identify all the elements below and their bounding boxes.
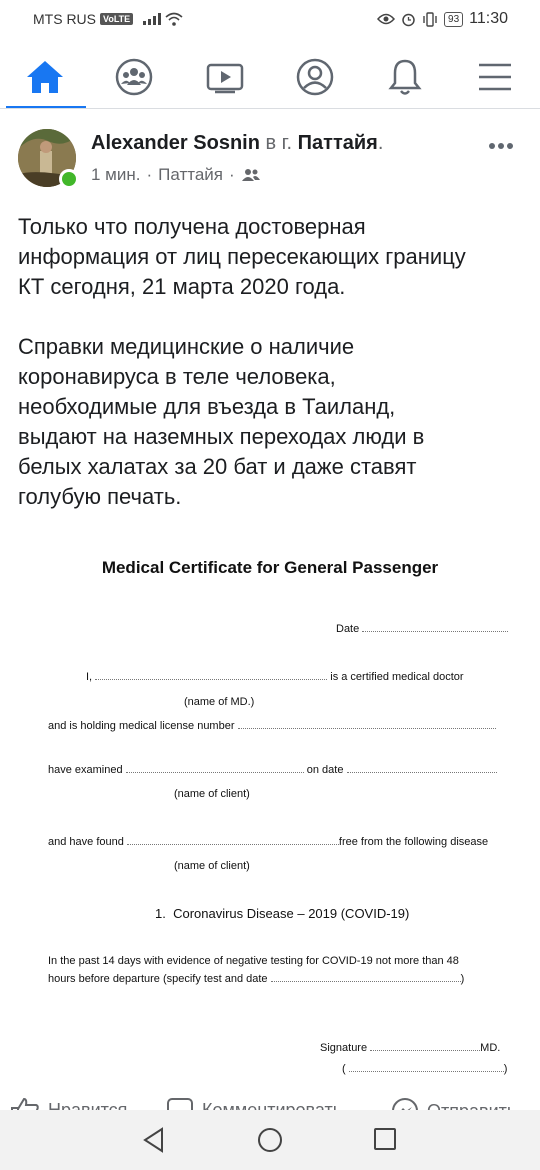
cert-paren-open: ( xyxy=(342,1063,346,1075)
meta-dot: · xyxy=(229,165,235,184)
cert-name-client-1: (name of client) xyxy=(174,788,250,800)
nav-profile[interactable] xyxy=(292,54,338,100)
back-icon xyxy=(142,1127,166,1153)
cert-i-line xyxy=(86,670,464,683)
certificate-image[interactable] xyxy=(0,540,540,1080)
nav-menu[interactable] xyxy=(472,54,518,100)
certificate-title: Medical Certificate for General Passenger xyxy=(101,558,439,577)
post-text xyxy=(18,212,528,542)
status-right xyxy=(377,10,508,28)
location-prefix: в г. xyxy=(265,132,293,154)
cert-on-date-text: on date xyxy=(306,764,344,776)
post-meta xyxy=(91,165,261,185)
nav-watch[interactable] xyxy=(202,54,248,100)
cert-past-line-1: In the past 14 days with evidence of negative testing for COVID-19 not more than 48 xyxy=(48,955,459,967)
cert-license-text: and is holding medical license number xyxy=(48,720,235,732)
cert-dotted-field xyxy=(271,972,461,982)
more-dots-icon xyxy=(488,142,514,150)
location-link[interactable]: Паттайя xyxy=(297,132,378,154)
friends-audience-icon xyxy=(241,168,261,182)
post-paragraph-1: Только что получена достоверная информация от лиц пересекающих границу КТ сегодня, 21 марта 2020 года. xyxy=(18,214,466,299)
cert-paren-close: ) xyxy=(503,1063,508,1075)
online-status-dot xyxy=(59,169,79,189)
cert-item-number: 1. xyxy=(155,906,166,921)
cert-past-text: hours before departure (specify test and date xyxy=(48,973,268,985)
home-icon xyxy=(25,59,65,95)
top-nav xyxy=(0,44,540,108)
status-left xyxy=(33,11,183,27)
cert-date-label: Date xyxy=(336,623,360,635)
android-recents-button[interactable] xyxy=(373,1127,397,1156)
post-place[interactable]: Паттайя xyxy=(158,165,223,184)
cert-past-line-2 xyxy=(48,972,464,985)
cert-paren-line xyxy=(342,1062,507,1075)
cert-examined-line xyxy=(48,763,497,776)
cert-dotted-field xyxy=(362,622,508,632)
nav-notifications[interactable] xyxy=(382,54,428,100)
cert-dotted-field xyxy=(349,1062,504,1072)
cert-signature-text: Signature xyxy=(320,1042,368,1054)
cert-dotted-field xyxy=(238,719,496,729)
cert-license-line xyxy=(48,719,496,732)
clock: 11:30 xyxy=(469,10,508,27)
nav-groups[interactable] xyxy=(111,54,157,100)
post-paragraph-2: Справки медицинские о наличие коронавируса в теле человека, необходимые для въезда в Таиланд, выдают на наземных переходах люди в белых халатах за 20 бат и даже ставят голубую печать. xyxy=(18,334,425,509)
android-home-button[interactable] xyxy=(257,1127,283,1158)
cert-name-md: (name of MD.) xyxy=(184,696,255,708)
nav-divider xyxy=(0,108,540,109)
android-back-button[interactable] xyxy=(142,1127,166,1158)
cert-found-line xyxy=(48,835,488,848)
meta-dot: · xyxy=(146,165,153,184)
watch-icon xyxy=(205,60,245,94)
cert-past-close: ) xyxy=(460,973,465,985)
android-nav-bar xyxy=(0,1110,540,1170)
cert-name-client-2: (name of client) xyxy=(174,860,250,872)
vibrate-icon xyxy=(422,12,438,27)
more-options-button[interactable] xyxy=(488,130,514,156)
carrier-name: MTS RUS xyxy=(33,11,96,27)
cert-i-label: I, xyxy=(86,671,93,683)
cert-dotted-field xyxy=(95,670,327,680)
location-suffix: . xyxy=(377,132,384,154)
cert-examined-text: have examined xyxy=(48,764,123,776)
eye-icon xyxy=(377,13,395,25)
wifi-icon xyxy=(165,12,183,26)
cert-dotted-field xyxy=(126,763,304,773)
cert-dotted-field xyxy=(347,763,497,773)
cert-found-text: and have found xyxy=(48,836,124,848)
cert-certified-text: is a certified medical doctor xyxy=(330,671,464,683)
cert-md-text: MD. xyxy=(480,1042,501,1054)
cert-dotted-field xyxy=(370,1041,480,1051)
battery-indicator: 93 xyxy=(444,12,463,27)
cert-free-from-text: free from the following disease xyxy=(338,836,489,848)
nav-home[interactable] xyxy=(22,54,68,100)
signal-icon xyxy=(143,13,161,25)
profile-icon xyxy=(295,57,335,97)
cert-date-line xyxy=(336,622,508,635)
cert-signature-line xyxy=(320,1041,500,1054)
recents-icon xyxy=(373,1127,397,1151)
post-author-line xyxy=(91,132,383,155)
cert-item-text: Coronavirus Disease – 2019 (COVID-19) xyxy=(173,906,410,921)
menu-icon xyxy=(477,62,513,92)
cert-disease-item xyxy=(155,906,409,921)
post-time[interactable]: 1 мин. xyxy=(91,165,141,184)
alarm-icon xyxy=(401,12,416,27)
status-bar xyxy=(0,0,540,38)
groups-icon xyxy=(114,57,154,97)
home-circle-icon xyxy=(257,1127,283,1153)
volte-badge: VoLTE xyxy=(100,13,133,25)
author-name[interactable]: Alexander Sosnin xyxy=(91,132,260,154)
cert-dotted-field xyxy=(127,835,339,845)
notifications-icon xyxy=(387,57,423,97)
